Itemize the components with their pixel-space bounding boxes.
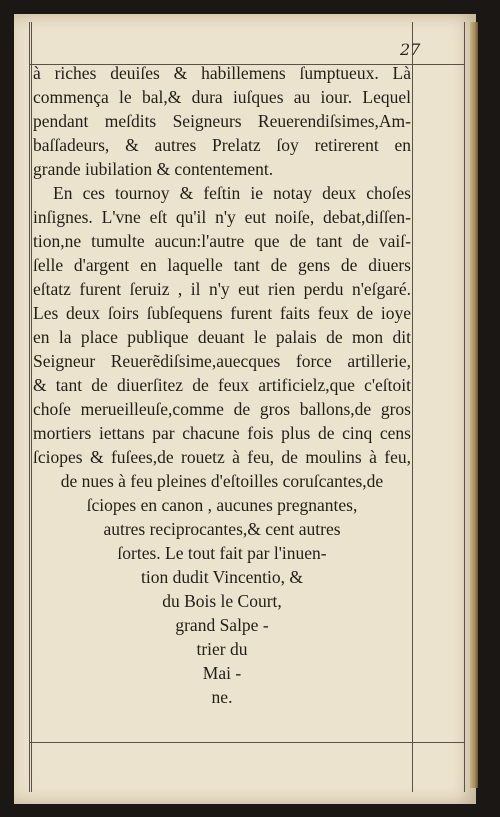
text-line: mortiers iettans par chacune fois plus de cinq cens: [33, 423, 411, 443]
text-line: à riches deuiſes & habillemens ſumptueux. Là: [33, 63, 411, 83]
text-line: du Bois le Court,: [162, 591, 282, 611]
page-edge: [470, 22, 478, 788]
text-line: Seigneur Reuerẽdiſsime,auecques force artillerie,: [33, 351, 411, 371]
text-line: tion,ne tumulte aucun:l'autre que de tant de vaiſ-: [33, 231, 411, 251]
bottom-rule: [29, 742, 465, 743]
text-line: pendant meſdits Seigneurs Reuerendiſsimes,Am-: [33, 111, 411, 131]
text-left-rule: [31, 22, 32, 792]
outer-margin-rule: [464, 22, 465, 792]
page-number: 27: [400, 40, 421, 59]
text-line: Les deux ſoirs ſubſequens furent faits feux de ioye: [33, 303, 411, 323]
text-line: eſtatz furent ſeruiz , il n'y eut rien perdu n'eſgaré.: [33, 279, 411, 299]
text-line: ſelle d'argent en laquelle tant de gens de diuers: [33, 255, 411, 275]
text-line: grande iubilation & contentement.: [33, 159, 274, 179]
text-line: grand Salpe -: [175, 615, 269, 635]
text-line: de nues à feu pleines d'eſtoilles coruſcantes,de: [60, 471, 384, 491]
text-line: tion dudit Vincentio, &: [141, 567, 303, 587]
text-line: commença le bal,& dura iuſques au iour. Lequel: [33, 87, 411, 107]
text-line: & tant de diuerſitez de feux artificielz,que c'eſtoit: [33, 375, 411, 395]
text-right-rule: [412, 22, 413, 792]
text-line: autres reciprocantes,& cent autres: [103, 519, 341, 539]
text-line: inſignes. L'vne eſt qu'il n'y eut noiſe, debat,diſſen-: [33, 207, 411, 227]
text-line: ne.: [211, 687, 233, 707]
text-line: ſciopes & fuſees,de rouetz à feu, de moulins à feu,: [33, 447, 411, 467]
text-line: ſortes. Le tout fait par l'inuen-: [117, 543, 327, 563]
paragraph-first-line: En ces tournoy & feſtin ie notay deux choſes: [53, 183, 411, 203]
text-line: choſe merueilleuſe,comme de gros ballons,de gros: [33, 399, 411, 419]
left-margin-rule: [29, 22, 30, 792]
text-line: en la place publique deuant le palais de mon dit: [33, 327, 411, 347]
text-line: baſſadeurs, & autres Prelatz ſoy retirerent en: [33, 135, 411, 155]
text-line: ſciopes en canon , aucunes pregnantes,: [86, 495, 358, 515]
text-line: trier du: [196, 639, 248, 659]
text-line: Mai -: [202, 663, 242, 683]
